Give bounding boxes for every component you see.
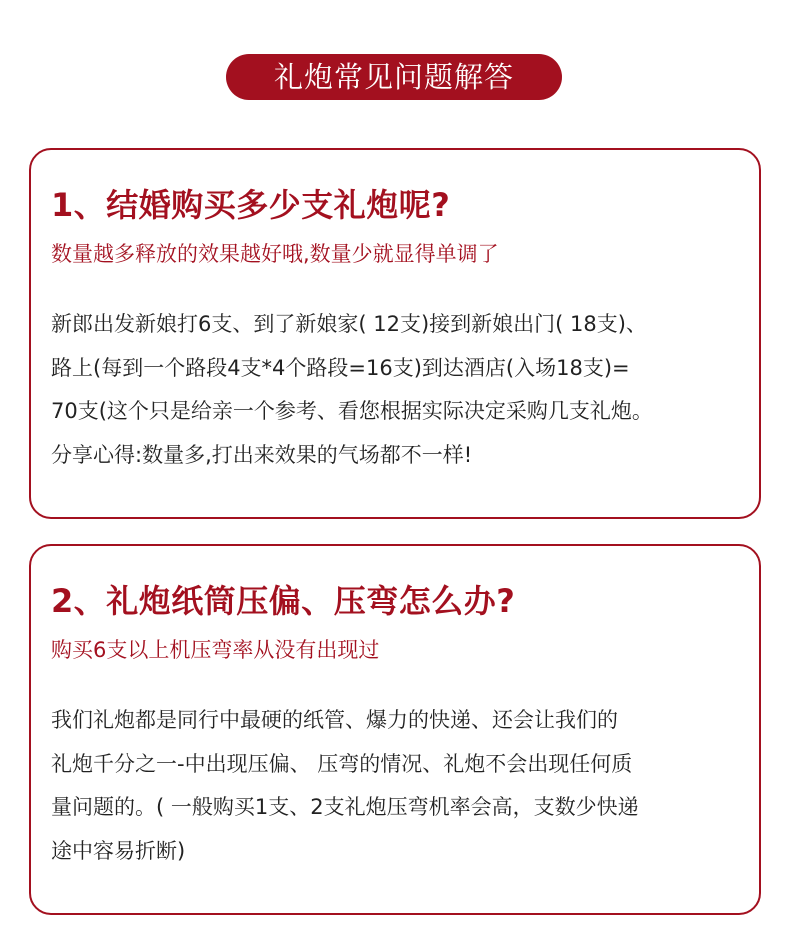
faq-answer-line: 我们礼炮都是同行中最硬的纸管、爆力的快递、还会让我们的: [51, 708, 618, 732]
faq-answer-line: 途中容易折断): [51, 838, 186, 863]
faq-answer-summary-1: 数量越多释放的效果越好哦,数量少就显得单调了: [51, 242, 499, 266]
faq-answer-line: 新郎出发新娘打6支、到了新娘家( 12支)接到新娘出门( 18支)、: [51, 312, 647, 336]
faq-answer-line: 70支(这个只是给亲一个参考、看您根据实际决定采购几支礼炮。: [51, 399, 653, 423]
faq-answer-body-2: [51, 699, 756, 873]
faq-answer-line: 量问题的。( 一般购买1支、2支礼炮压弯机率会高，支数少快递: [51, 795, 639, 819]
page-title: 礼炮常见问题解答: [226, 54, 562, 100]
faq-answer-line: 路上(每到一个路段4支*4个路段=16支)到达酒店(入场18支)=: [51, 355, 630, 380]
faq-card-1: [29, 148, 761, 519]
faq-answer-summary-2: 购买6支以上机压弯率从没有出现过: [51, 638, 380, 662]
faq-question-1: 1、结婚购买多少支礼炮呢?: [51, 186, 451, 224]
faq-card-2: [29, 544, 761, 915]
faq-answer-body-1: [51, 303, 756, 477]
faq-question-2: 2、礼炮纸筒压偏、压弯怎么办?: [51, 582, 516, 620]
faq-answer-line: 礼炮千分之一-中出现压偏、 压弯的情况、礼炮不会出现任何质: [51, 751, 633, 776]
faq-answer-line: 分享心得:数量多,打出来效果的气场都不一样!: [51, 442, 473, 467]
